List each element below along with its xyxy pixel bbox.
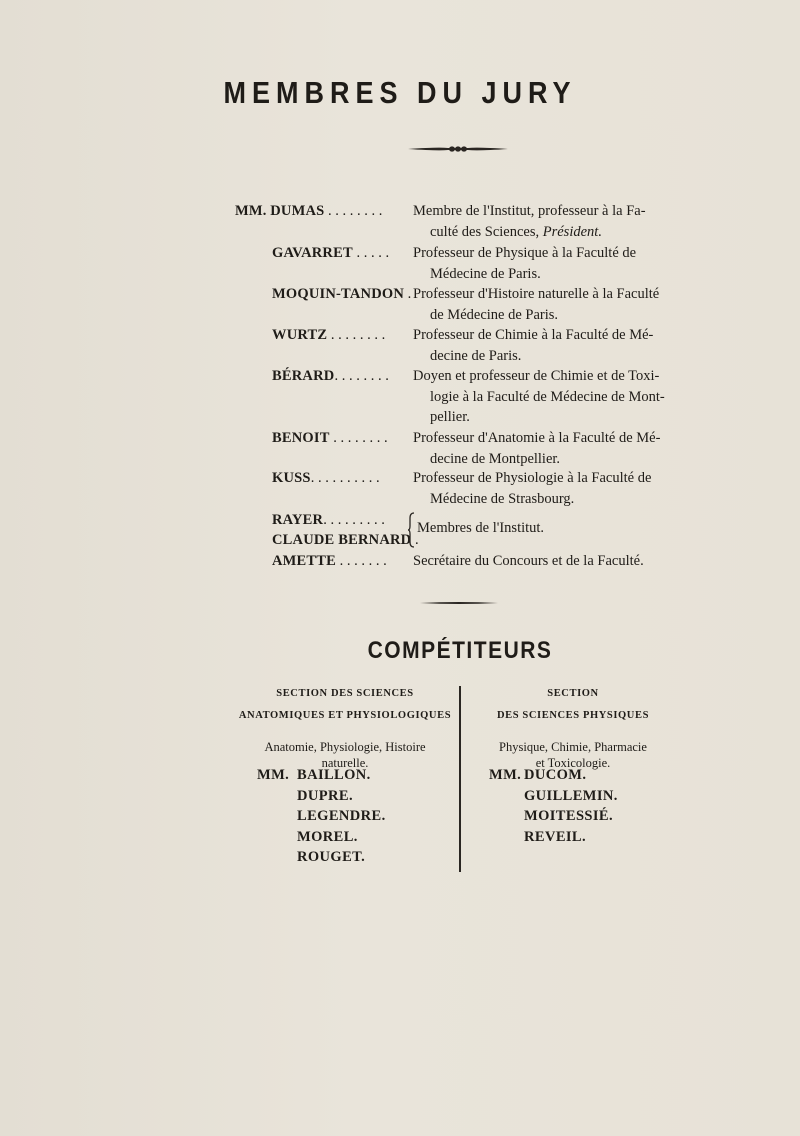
competitor-name: LEGENDRE. <box>297 808 386 825</box>
jury-name: MOQUIN-TANDON <box>272 286 405 302</box>
section-heading: SECTION DES SCIENCES <box>276 688 414 699</box>
competitor-list <box>524 765 618 847</box>
competitor-name: DUCOM. <box>524 767 587 783</box>
jury-leader: . <box>404 286 412 302</box>
jury-entry <box>272 510 385 530</box>
section-subtitle: et Toxicologie. <box>535 756 611 770</box>
section-heading: DES SCIENCES PHYSIQUES <box>496 710 650 721</box>
section-physiques <box>468 683 678 771</box>
jury-name: GAVARRET <box>272 245 353 261</box>
ornament-divider <box>408 143 508 155</box>
jury-name: AMETTE <box>272 553 337 569</box>
competitor-name: BAILLON. <box>297 767 371 783</box>
competitor-name: GUILLEMIN. <box>524 787 618 804</box>
jury-name: CLAUDE BERNARD <box>272 532 412 548</box>
jury-name: RAYER <box>272 512 324 528</box>
jury-description: Professeur de Physiologie à la Faculté de Médecine de Strasbourg. <box>413 470 652 507</box>
jury-entry <box>272 366 389 386</box>
jury-description: Professeur de Physique à la Faculté de Médecine de Paris. <box>413 245 637 282</box>
brace-icon <box>408 512 419 548</box>
competitor-name: MOREL. <box>297 828 358 845</box>
jury-description: Membre de l'Institut, professeur à la Fa- culté des Sciences, Président. <box>413 203 646 240</box>
jury-description: Membres de l'Institut. <box>417 520 545 536</box>
jury-leader: . . . . . <box>352 245 390 261</box>
jury-description: Doyen et professeur de Chimie et de Toxi- logie à la Faculté de Médecine de Mont- pellier. <box>413 368 665 425</box>
names-prefix: MM. <box>489 767 522 783</box>
competitor-name: ROUGET. <box>297 849 366 866</box>
jury-leader: . . . . . . . . <box>329 430 388 446</box>
jury-name: WURTZ <box>272 327 328 343</box>
competitor-name: REVEIL. <box>524 828 587 845</box>
jury-description: Secrétaire du Concours et de la Faculté. <box>413 553 644 569</box>
names-prefix: MM. <box>257 767 290 783</box>
jury-description: Professeur d'Histoire naturelle à la Faculté de Médecine de Paris. <box>413 286 660 323</box>
section-heading: SECTION <box>547 688 599 699</box>
jury-entry <box>272 530 419 550</box>
jury-entry <box>272 284 411 304</box>
jury-entry <box>235 201 382 221</box>
jury-prefix: MM. <box>235 203 267 219</box>
jury-leader: . . . . . . . <box>336 553 387 569</box>
jury-entry <box>272 468 380 488</box>
column-divider <box>459 686 461 872</box>
jury-entry <box>272 551 387 571</box>
jury-leader: . . . . . . . . . <box>323 512 385 528</box>
jury-entry <box>272 243 389 263</box>
jury-leader: . . . . . . . . . . <box>310 470 380 486</box>
section-subtitle: Physique, Chimie, Pharmacie <box>499 740 647 754</box>
jury-description: Professeur de Chimie à la Faculté de Mé- decine de Paris. <box>413 327 654 364</box>
jury-entry <box>272 325 385 345</box>
jury-leader: . . . . . . . . <box>334 368 389 384</box>
competitor-name: MOITESSIÉ. <box>524 808 614 825</box>
jury-leader: . . . . . . . . <box>327 327 386 343</box>
jury-name: BÉRARD <box>272 368 335 384</box>
jury-leader: . <box>411 532 419 548</box>
jury-name: DUMAS <box>270 203 325 219</box>
jury-name: BENOIT <box>272 430 330 446</box>
section-subtitle: naturelle. <box>321 756 369 770</box>
president-label: Président. <box>542 223 602 240</box>
competiteurs-title: COMPÉTITEURS <box>367 637 553 664</box>
jury-leader: . . . . . . . . <box>324 203 383 219</box>
competitor-name: DUPRE. <box>297 787 353 804</box>
section-heading: ANATOMIQUES ET PHYSIOLOGIQUES <box>238 710 452 721</box>
section-subtitle: Anatomie, Physiologie, Histoire <box>264 740 426 754</box>
jury-entry <box>272 428 388 448</box>
rule-divider <box>420 600 498 606</box>
page-title: MEMBRES DU JURY <box>223 76 577 110</box>
section-anatomiques <box>232 683 458 771</box>
jury-description: Professeur d'Anatomie à la Faculté de Mé- decine de Montpellier. <box>413 430 661 467</box>
competitor-list <box>297 765 386 868</box>
jury-name: KUSS <box>272 470 311 486</box>
